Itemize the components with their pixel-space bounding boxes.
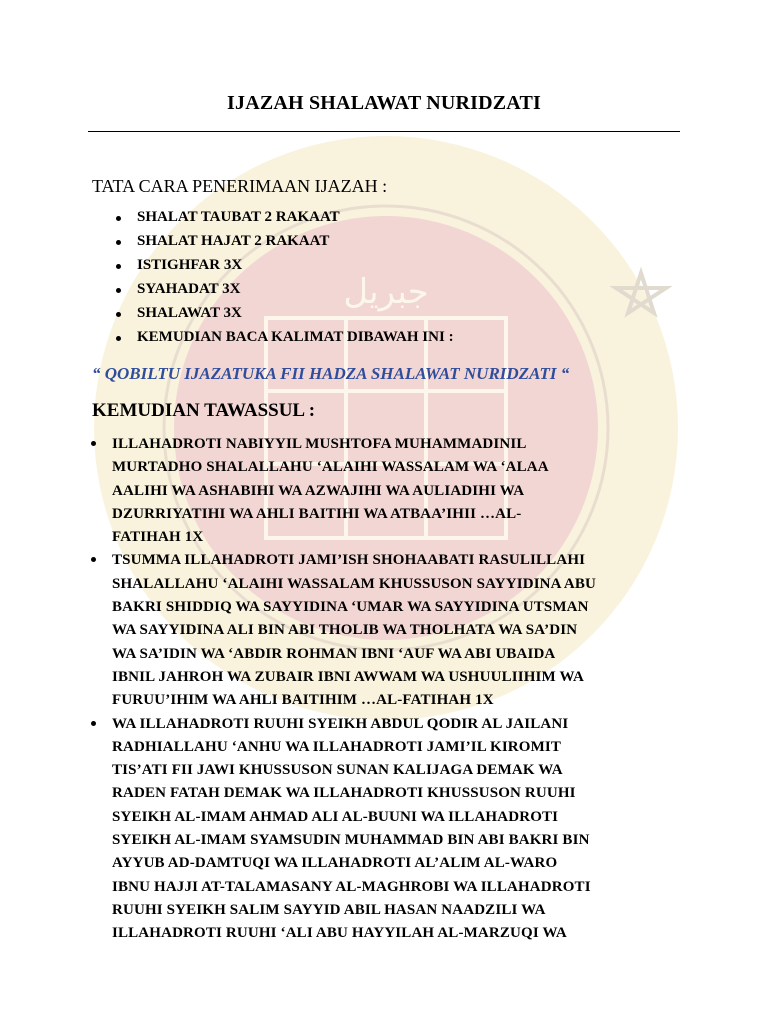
tawassul-line: DZURRIYATIHI WA AHLI BAITIHI WA ATBAA’IHII …AL- <box>112 505 522 522</box>
tawassul-line: WA ILLAHADROTI RUUHI SYEIKH ABDUL QODIR AL JAILANI <box>112 715 569 732</box>
tawassul-line: WA SA’IDIN WA ‘ABDIR ROHMAN IBNI ‘AUF WA ABI UBAIDA <box>112 645 556 662</box>
procedure-step: SHALAT TAUBAT 2 RAKAAT <box>110 209 454 233</box>
tawassul-line: RUUHI SYEIKH SALIM SAYYID ABIL HASAN NAADZILI WA <box>112 901 546 918</box>
tawassul-line: ILLAHADROTI RUUHI ‘ALI ABU HAYYILAH AL-MARZUQI WA <box>112 925 567 942</box>
tawassul-line: BAKRI SHIDDIQ WA SAYYIDINA ‘UMAR WA SAYYIDINA UTSMAN <box>112 599 589 616</box>
tawassul-line: TSUMMA ILLAHADROTI JAMI’ISH SHOHAABATI RASULILLAHI <box>112 552 586 569</box>
tawassul-line: TIS’ATI FII JAWI KHUSSUSON SUNAN KALIJAGA DEMAK WA <box>112 762 563 779</box>
tawassul-item <box>88 713 688 946</box>
tawassul-heading: KEMUDIAN TAWASSUL : <box>92 400 316 421</box>
ijazah-quote: “ QOBILTU IJAZATUKA FII HADZA SHALAWAT NURIDZATI “ <box>92 364 570 383</box>
tawassul-item <box>88 433 688 549</box>
tawassul-line: AYYUB AD-DAMTUQI WA ILLAHADROTI AL’ALIM AL-WARO <box>112 855 558 872</box>
procedure-step: SYAHADAT 3X <box>110 281 454 305</box>
tawassul-item <box>88 549 688 712</box>
procedure-step: SHALAT HAJAT 2 RAKAAT <box>110 233 454 257</box>
procedure-heading: TATA CARA PENERIMAAN IJAZAH : <box>92 176 388 196</box>
tawassul-line: MURTADHO SHALALLAHU ‘ALAIHI WASSALAM WA ‘ALAA <box>112 459 549 476</box>
procedure-step: ISTIGHFAR 3X <box>110 257 454 281</box>
tawassul-line: IBNIL JAHROH WA ZUBAIR IBNI AWWAM WA USHUULIIHIM WA <box>112 668 584 685</box>
procedure-step: KEMUDIAN BACA KALIMAT DIBAWAH INI : <box>110 329 454 353</box>
tawassul-line: SYEIKH AL-IMAM AHMAD ALI AL-BUUNI WA ILLAHADROTI <box>112 808 559 825</box>
seal-calligraphy: جبريل <box>343 272 429 312</box>
procedure-step: SHALAWAT 3X <box>110 305 454 329</box>
procedure-list <box>110 209 454 353</box>
tawassul-line: FURUU’IHIM WA AHLI BAITIHIM …AL-FATIHAH 1X <box>112 692 494 709</box>
tawassul-list <box>88 433 688 946</box>
tawassul-line: FATIHAH 1X <box>112 529 204 546</box>
tawassul-line: WA SAYYIDINA ALI BIN ABI THOLIB WA THOLHATA WA SA’DIN <box>112 622 578 639</box>
star-symbol <box>616 273 666 313</box>
tawassul-line: AALIHI WA ASHABIHI WA AZWAJIHI WA AULIADIHI WA <box>112 482 525 499</box>
tawassul-line: ILLAHADROTI NABIYYIL MUSHTOFA MUHAMMADINIL <box>112 436 527 452</box>
tawassul-line: RADEN FATAH DEMAK WA ILLAHADROTI KHUSSUSON RUUHI <box>112 785 576 802</box>
page-title: IJAZAH SHALAWAT NURIDZATI <box>227 92 541 114</box>
title-divider <box>88 131 680 132</box>
tawassul-line: RADHIALLAHU ‘ANHU WA ILLAHADROTI JAMI’IL KIROMIT <box>112 738 562 755</box>
tawassul-line: IBNU HAJJI AT-TALAMASANY AL-MAGHROBI WA ILLAHADROTI <box>112 878 591 895</box>
tawassul-line: SYEIKH AL-IMAM SYAMSUDIN MUHAMMAD BIN ABI BAKRI BIN <box>112 832 590 849</box>
tawassul-line: SHALALLAHU ‘ALAIHI WASSALAM KHUSSUSON SAYYIDINA ABU <box>112 575 597 592</box>
